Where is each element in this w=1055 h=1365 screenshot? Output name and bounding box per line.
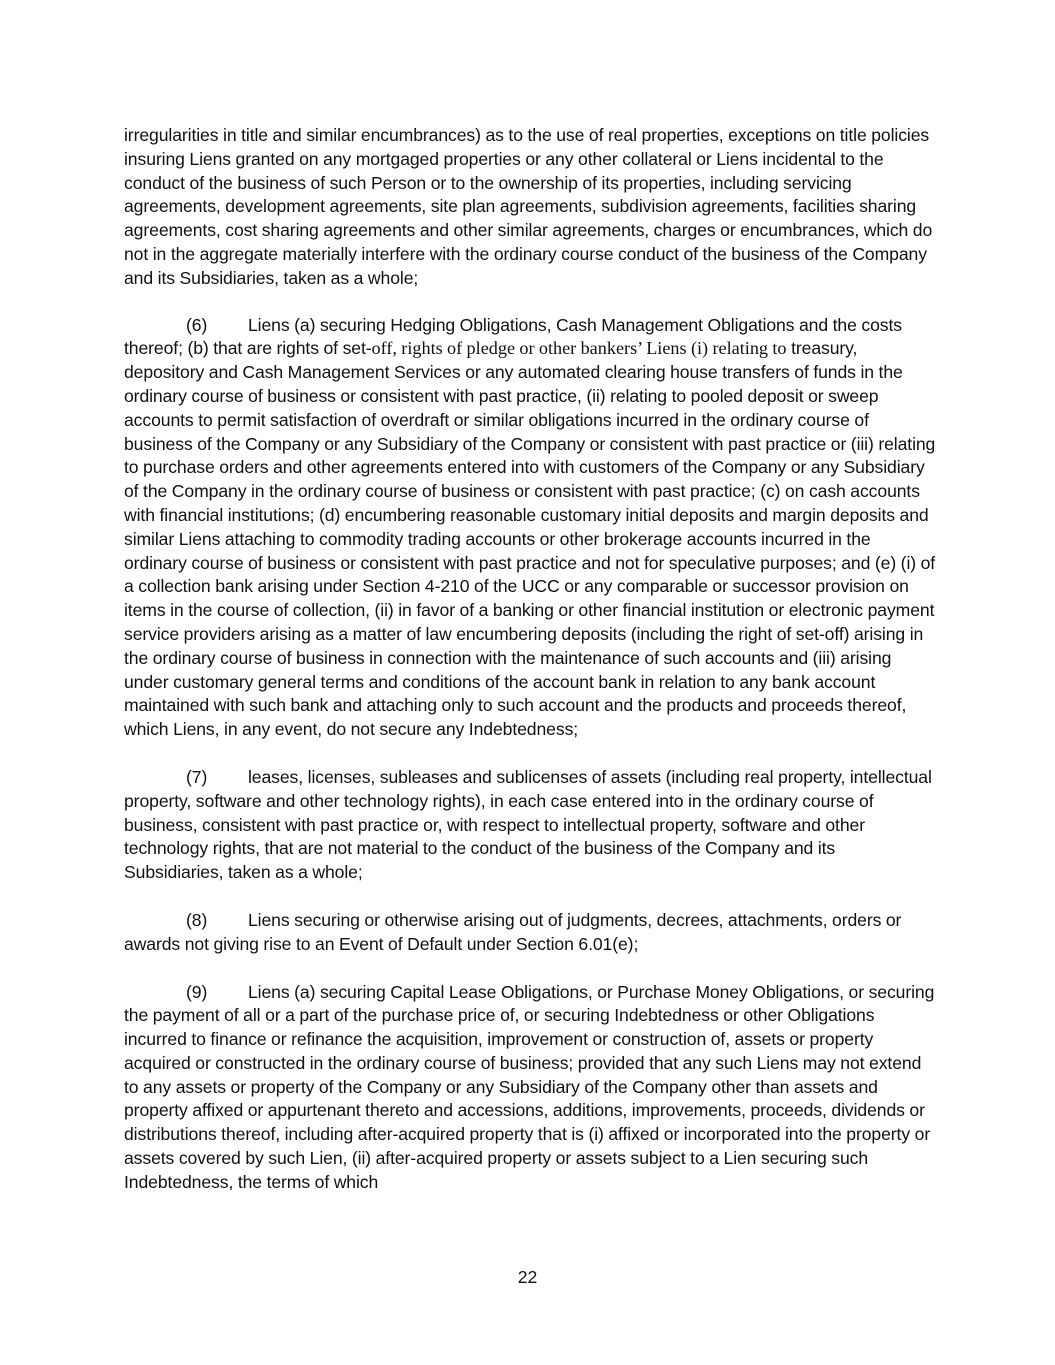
item-number: (6) [186,314,208,335]
item-text: Liens (a) securing Hedging Obligations, Cash Management Obligations and the costs thereof; (b) that are rights of set- [124,314,902,359]
document-body [124,124,936,1219]
list-item-7 [124,766,936,885]
item-text: Liens (a) securing Capital Lease Obligations, or Purchase Money Obligations, or securing the payment of all or a part of the purchase price of, or securing Indebtedness or other Obligations incurred to finance or refinance the acquisition, improvement or construction of, assets or property acquired or constructed in the ordinary course of business; provided that any such Liens may not extend to any assets or property of the Company or any Subsidiary of the Company other than assets and property affixed or appurtenant thereto and accessions, additions, improvements, proceeds, dividends or distributions thereof, including after-acquired property that is (i) affixed or incorporated into the property or assets covered by such Lien, (ii) after-acquired property or assets subject to a Lien securing such Indebtedness, the terms of which [124,981,935,1192]
item-number: (8) [186,909,208,930]
item-text: leases, licenses, subleases and sublicenses of assets (including real property, intellectual property, software and other technology rights), in each case entered into in the ordinary course of business, consistent with past practice or, with respect to intellectual property, software and other technology rights, that are not material to the conduct of the business of the Company and its Subsidiaries, taken as a whole; [124,766,932,883]
page-number: 22 [517,1267,538,1287]
list-item-6 [124,314,936,742]
item-text-continued: treasury, depository and Cash Management Services or any automated clearing house transfers of funds in the ordinary course of business or consistent with past practice, (ii) relating to pooled deposit or sweep accounts to permit satisfaction of overdraft or similar obligations incurred in the ordinary course of business of the Company or any Subsidiary of the Company or consistent with past practice or (iii) relating to purchase orders and other agreements entered into with customers of the Company or any Subsidiary of the Company in the ordinary course of business or consistent with past practice; (c) on cash accounts with financial institutions; (d) encumbering reasonable customary initial deposits and margin deposits and similar Liens attaching to commodity trading accounts or other brokerage accounts incurred in the ordinary course of business or consistent with past practice and not for speculative purposes; and (e) (i) of a collection bank arising under Section 4-210 of the UCC or any comparable or successor provision on items in the course of collection, (ii) in favor of a banking or other financial institution or electronic payment service providers arising as a matter of law encumbering deposits (including the right of set-off) arising in the ordinary course of business in connection with the maintenance of such accounts and (iii) arising under customary general terms and conditions of the account bank in relation to any bank account maintained with such bank and attaching only to such account and the products and proceeds thereof, which Liens, in any event, do not secure any Indebtedness; [124,338,936,740]
paragraph-text: irregularities in title and similar encumbrances) as to the use of real properties, exceptions on title policies insuring Liens granted on any mortgaged properties or any other collateral or Liens incidental to the conduct of the business of such Person or to the ownership of its properties, including servicing agreements, development agreements, site plan agreements, subdivision agreements, facilities sharing agreements, cost sharing agreements and other similar agreements, charges or encumbrances, which do not in the aggregate materially interfere with the ordinary course conduct of the business of the Company and its Subsidiaries, taken as a whole; [124,125,933,288]
paragraph-continuation [124,124,936,291]
item-number: (9) [186,981,208,1002]
item-text-serif: off, rights of pledge or other bankers’ Liens (i) relating to [371,338,787,359]
list-item-8 [124,909,936,957]
list-item-9 [124,981,936,1195]
item-number: (7) [186,766,208,787]
item-text: Liens securing or otherwise arising out of judgments, decrees, attachments, orders or awards not giving rise to an Event of Default under Section 6.01(e); [124,909,902,954]
